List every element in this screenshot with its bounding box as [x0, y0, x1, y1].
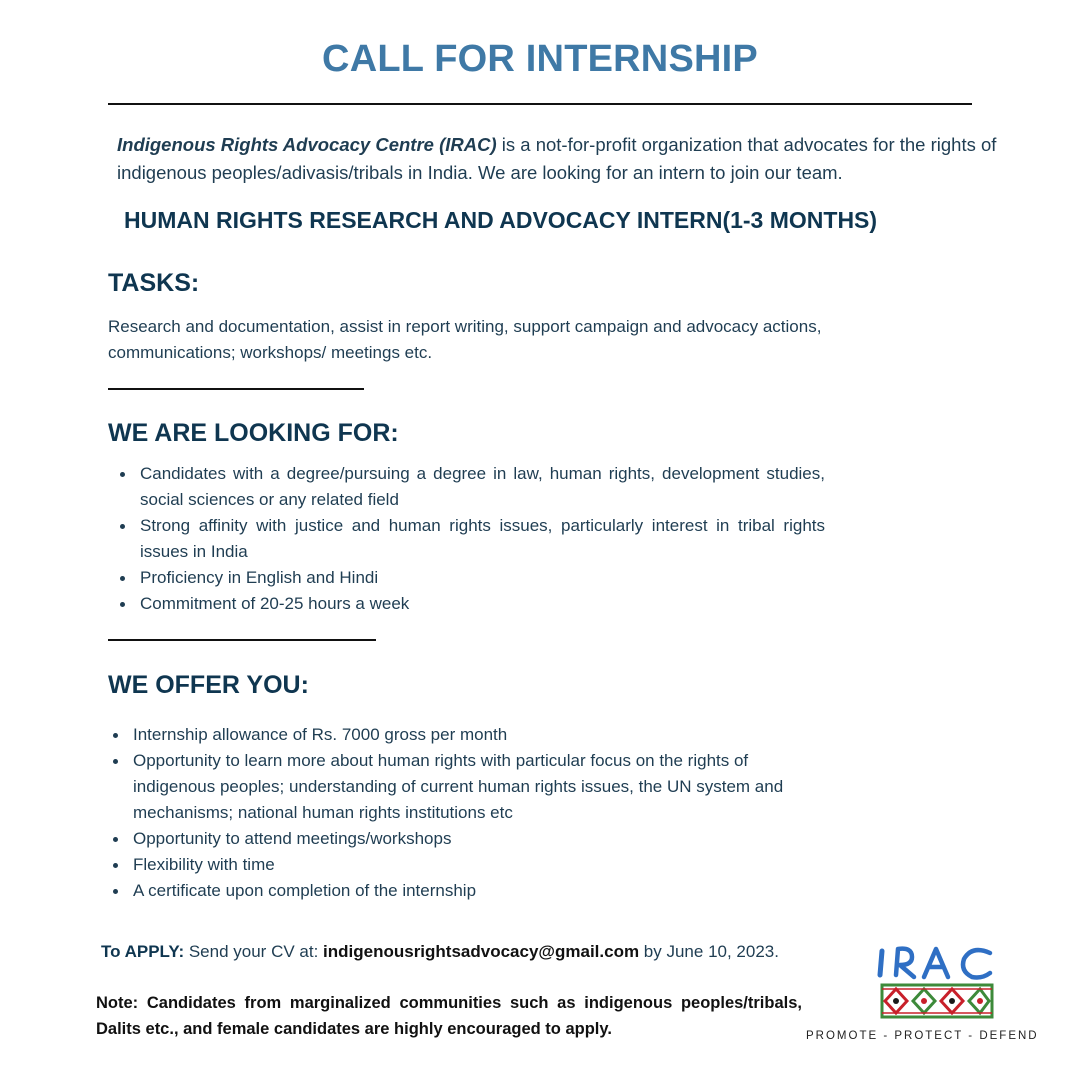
list-item: Flexibility with time [101, 852, 821, 878]
looking-for-heading: WE ARE LOOKING FOR: [108, 419, 399, 447]
note-text: Note: Candidates from marginalized communities such as indigenous peoples/tribals, Dalits etc., and female candidates are highly encouraged to apply. [96, 994, 802, 1038]
apply-text: Send your CV at: [184, 942, 324, 961]
intro-paragraph [117, 131, 997, 187]
looking-for-divider [108, 639, 376, 641]
list-item: Opportunity to learn more about human rights with particular focus on the rights of indigenous peoples; understanding of current human rights issues, the UN system and mechanisms; national human rights institutions etc [101, 748, 821, 826]
offer-list-container [101, 722, 821, 904]
logo-tagline: PROMOTE - PROTECT - DEFEND [806, 1030, 1039, 1042]
page-title: CALL FOR INTERNSHIP [322, 38, 758, 80]
list-item: Strong affinity with justice and human rights issues, particularly interest in tribal rights issues in India [108, 513, 825, 565]
list-item: Commitment of 20-25 hours a week [108, 591, 825, 617]
irac-logo-wordmark [880, 949, 990, 978]
list-item: A certificate upon completion of the internship [101, 878, 821, 904]
irac-logo-pattern [882, 985, 992, 1017]
offer-heading: WE OFFER YOU: [108, 671, 309, 699]
looking-for-list [108, 461, 825, 617]
apply-deadline: by June 10, 2023. [639, 942, 779, 961]
list-item: Opportunity to attend meetings/workshops [101, 826, 821, 852]
tasks-heading: TASKS: [108, 269, 200, 297]
list-item: Candidates with a degree/pursuing a degree in law, human rights, development studies, social sciences or any related field [108, 461, 825, 513]
apply-email-link[interactable]: indigenousrightsadvocacy@gmail.com [323, 942, 640, 961]
list-item: Proficiency in English and Hindi [108, 565, 825, 591]
organization-name: Indigenous Rights Advocacy Centre (IRAC) [117, 134, 497, 155]
apply-line [101, 942, 779, 962]
title-divider [108, 103, 972, 105]
list-item: Internship allowance of Rs. 7000 gross per month [101, 722, 821, 748]
apply-label: To APPLY: [101, 942, 185, 961]
tasks-divider [108, 388, 364, 390]
offer-list [101, 722, 821, 904]
intro-text: is a not-for-profit organization that advocates for the rights of indigenous peoples/adivasis/tribals in India. We are looking for an intern to join our team. [117, 134, 997, 183]
position-title: HUMAN RIGHTS RESEARCH AND ADVOCACY INTERN(1-3 MONTHS) [124, 207, 878, 233]
looking-for-list-container [108, 461, 825, 617]
tasks-text: Research and documentation, assist in report writing, support campaign and advocacy actions, communications; workshops/ meetings etc. [108, 317, 822, 362]
